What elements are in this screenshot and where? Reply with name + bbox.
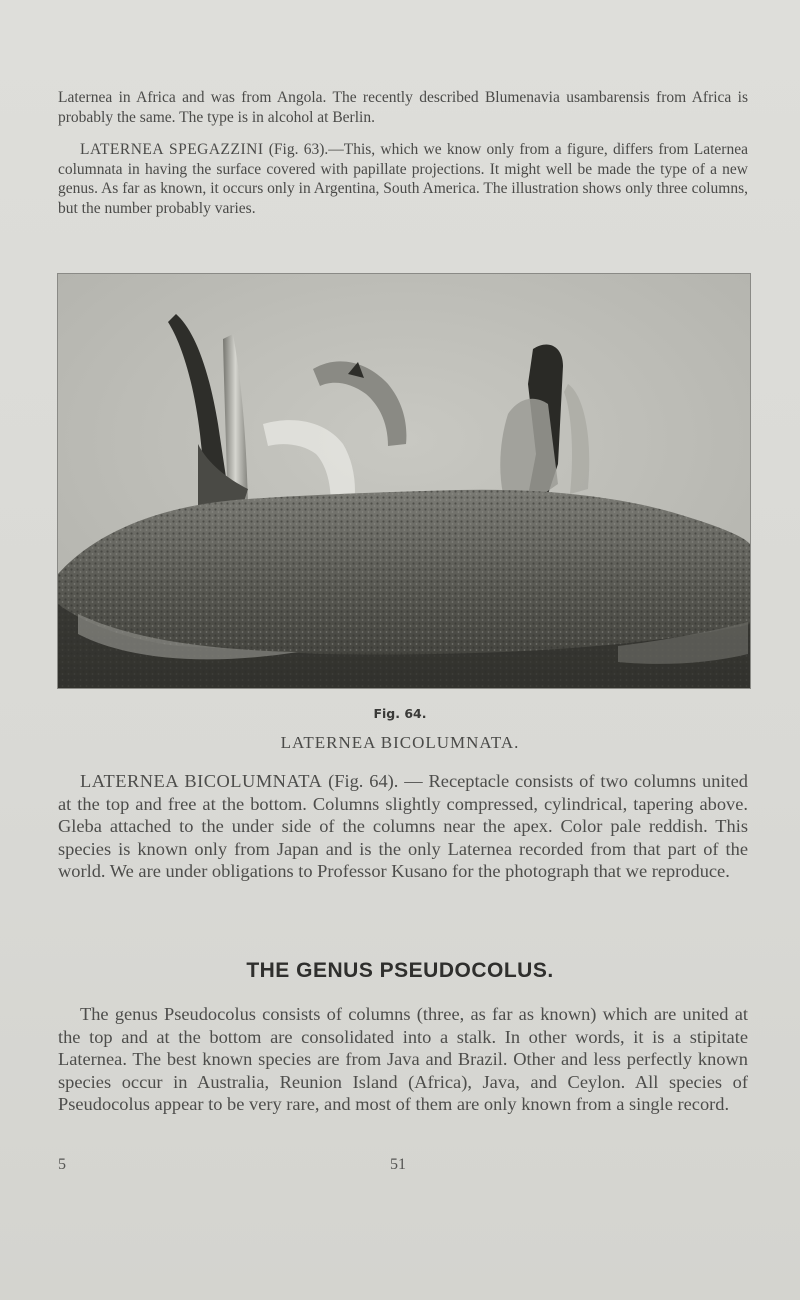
figure-label: Fig. 64. (373, 706, 427, 721)
paragraph-laternea-bicolumnata (58, 770, 748, 883)
paragraph-text: (Fig. 63).—This, which we know only from a figure, differs from Laternea columnata in having the surface covered with papillate projections. It might well be made the type of a new genus. As far as known, it occurs only in Argentina, South America. The illustration shows only three columns, but the number probably varies. (58, 141, 748, 217)
fungus-photograph-illustration (58, 274, 750, 688)
paragraph-genus-pseudocolus (58, 1003, 748, 1116)
figure-photograph (57, 273, 751, 689)
figure-caption: LATERNEA BICOLUMNATA. (280, 733, 520, 752)
paragraph-africa-angola (58, 88, 748, 127)
paragraph-text: (Fig. 64). — Receptacle consists of two columns united at the top and free at the bottom. Columns slightly compressed, cylindrical, tapering above. Gleba attached to the under side of the columns near the apex. Color pale reddish. This species is known only from Japan and is the only Laternea recorded from that part of the world. We are under obligations to Professor Kusano for the photograph that we reproduce. (58, 771, 748, 881)
paragraph-text: Laternea in Africa and was from Angola. The recently described Blumenavia usambarensis from Africa is probably the same. The type is in alcohol at Berlin. (58, 89, 748, 126)
paragraph-text: The genus Pseudocolus consists of columns (three, as far as known) which are united at the top and at the bottom are consolidated into a stalk. In other words, it is a stipitate Laternea. The best known species are from Java and Brazil. Other and less perfectly known species occur in Australia, Reunion Island (Africa), Java, and Ceylon. All species of Pseudocolus appear to be very rare, and most of them are only known from a single record. (58, 1004, 748, 1114)
section-heading: THE GENUS PSEUDOCOLUS. (246, 959, 554, 982)
page-number: 51 (390, 1156, 406, 1173)
paragraph-laternea-spegazzini (58, 140, 748, 218)
species-heading-bicolumnata: LATERNEA BICOLUMNATA (80, 771, 323, 791)
species-heading-spegazzini: LATERNEA SPEGAZZINI (80, 141, 264, 158)
page-folio-left: 5 (58, 1156, 66, 1173)
